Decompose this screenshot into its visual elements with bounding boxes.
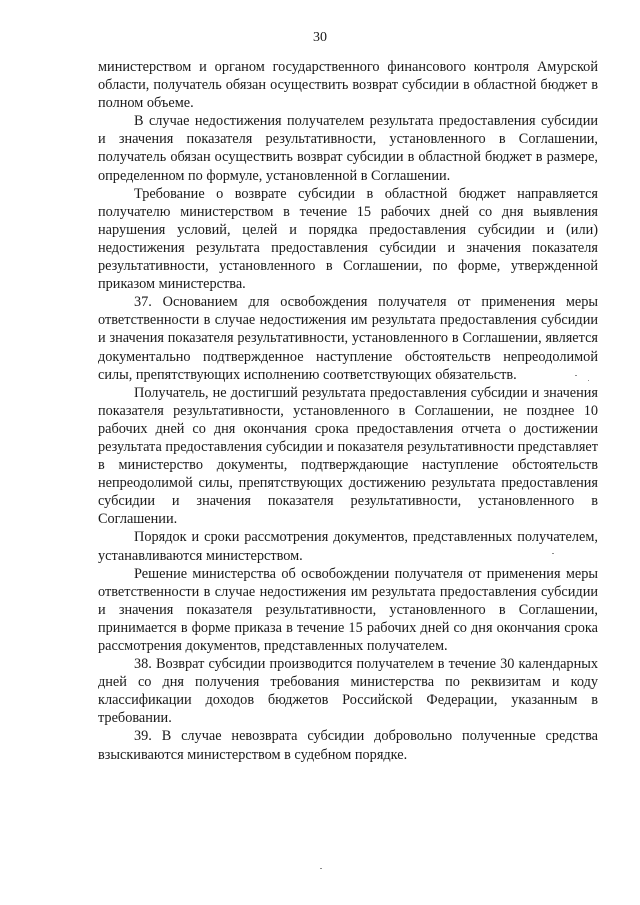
paragraph-continuation: министерством и органом государственного финансового контроля Амурской области, получатель обязан осуществить возврат субсидии в областной бюджет в полном объеме. (98, 59, 598, 112)
paragraph-item-39: 39. В случае невозврата субсидии добровольно полученные средства взыскиваются министерством в судебном порядке. (98, 728, 598, 763)
paragraph-item-38: 38. Возврат субсидии производится получателем в течение 30 календарных дней со дня получения требования министерства по реквизитам и коду классификации доходов бюджетов Российской Федерации, указанным в требовании. (98, 656, 598, 727)
page-number: 30 (313, 30, 327, 45)
scan-speck (320, 868, 322, 869)
document-body (98, 58, 598, 764)
paragraph: Требование о возврате субсидии в областной бюджет направляется получателю министерством в течение 15 рабочих дней со дня выявления нарушения условий, целей и порядка предоставления субсидии и (или) недостижения результата предоставления субсидии и значения показателя результативности, установленного в Соглашении, по форме, утвержденной приказом министерства. (98, 185, 598, 293)
scan-speck (552, 553, 554, 554)
paragraph-item-37: 37. Основанием для освобождения получателя от применения меры ответственности в случае недостижения им результата предоставления субсидии и значения показателя результативности, установленного в Соглашении, является документально подтвержденное наступление обстоятельств непреодолимой силы, препятствующих исполнению соответствующих обязательств. (98, 294, 598, 383)
paragraph: В случае недостижения получателем результата предоставления субсидии и значения показателя результативности, установленного в Соглашении, получатель обязан осуществить возврат субсидии в областной бюджет в размере, определенном по формуле, установленной в Соглашении. (98, 113, 598, 184)
scan-speck (588, 380, 589, 381)
scan-speck (575, 375, 577, 376)
paragraph: Порядок и сроки рассмотрения документов, представленных получателем, устанавливаются министерством. (98, 529, 598, 564)
paragraph: Получатель, не достигший результата предоставления субсидии и значения показателя результативности, установленного в Соглашении, не позднее 10 рабочих дней со дня окончания срока предоставления отчета о достижении результата предоставления субсидии и показателя результативности представляет в министерство документы, подтверждающие наступление обстоятельств непреодолимой силы, препятствующих достижению результата предоставления субсидии и значения показателя результативности, установленного в Соглашении. (98, 384, 598, 528)
paragraph: Решение министерства об освобождении получателя от применения меры ответственности в случае недостижения им результата предоставления субсидии и значения показателя результативности, установленного в Соглашении, принимается в форме приказа в течение 15 рабочих дней со дня окончания срока рассмотрения документов, представленных получателем. (98, 565, 598, 654)
